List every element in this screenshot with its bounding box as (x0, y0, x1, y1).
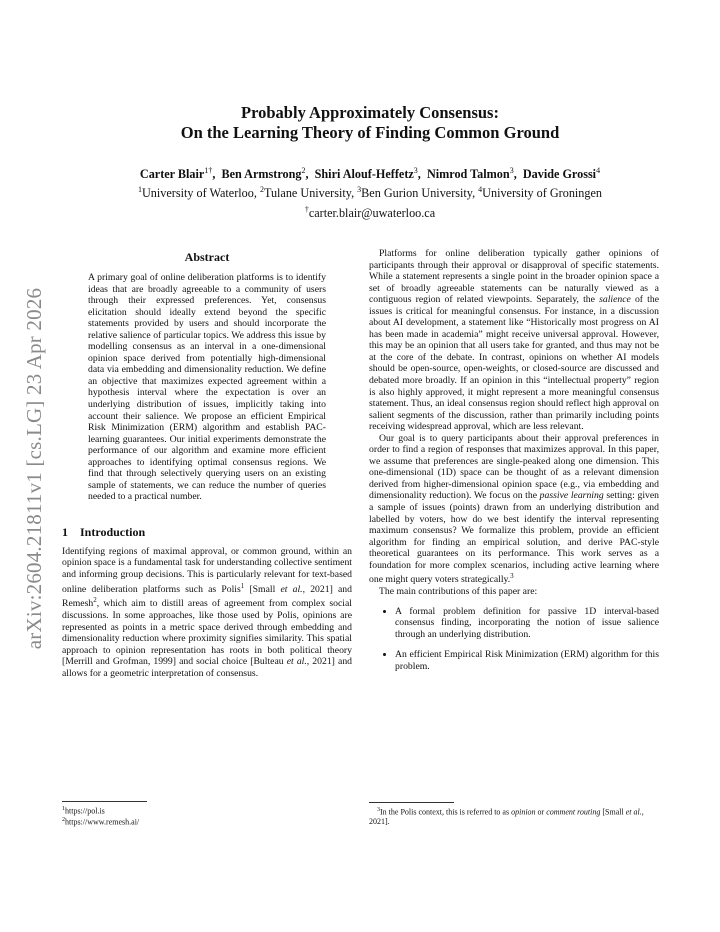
text-run: et al. (286, 656, 307, 668)
text-run: , which aim to distill areas of agreement from complex social discussions. In some approaches, like those used by Polis, opinions are represented as points in a metric space derived through embedding and dimensionality reduction where proximity signifies similarity. This spatial approach to opinion representation has roots in both political theory [Merrill and Grofman, 1999] and social choice [Bulteau (62, 598, 352, 668)
text-run: salience (599, 294, 631, 306)
footnote-link[interactable]: https://www.remesh.ai/ (65, 817, 140, 827)
author-mark: 1† (204, 166, 213, 175)
title-line-1: Probably Approximately Consensus: (241, 103, 499, 122)
footnote-mark: 1 (62, 806, 65, 812)
footnote-rule (369, 802, 454, 803)
affiliation-mark: 4 (478, 185, 483, 194)
left-footnotes (62, 801, 352, 827)
text-run: In the Polis context, this is referred to as (380, 807, 512, 817)
footnote-link[interactable]: https://pol.is (65, 806, 105, 816)
text-run: [Small (244, 583, 281, 595)
contact-email (60, 202, 680, 221)
affiliation-name: University of Waterloo (142, 186, 254, 201)
intro-paragraph-1 (62, 546, 352, 679)
text-run: opinion (511, 807, 536, 817)
footnote-ref[interactable]: 2 (93, 596, 97, 605)
footnote (62, 816, 352, 827)
left-column (62, 250, 352, 679)
footnote-ref[interactable]: 3 (510, 572, 514, 581)
text-run: Platforms for online deliberation typically gather opinions of participants through their approval or disapproval of specific statements. While a statement represents a single point in the broader opinion space a set of broadly agreeable statements can be naturally viewed as a contiguous region of related viewpoints. Separately, the (369, 248, 659, 306)
right-footnotes (369, 802, 659, 827)
text-run: Identifying regions of maximal approval, or common ground, within an opinion space is a fundamental task for understanding collective sentiment and informing group decisions. This is particularly relevant for text-based online deliberation platforms such as Polis (62, 545, 352, 595)
arxiv-identifier: arXiv:2604.21811v1 [cs.LG] 23 Apr 2026 (22, 287, 47, 649)
text-run: et al. (625, 807, 642, 817)
section-title: Introduction (80, 524, 146, 539)
footnote (369, 806, 659, 827)
author-name: Davide Grossi (522, 167, 597, 182)
intro-paragraph-2 (369, 248, 659, 433)
affiliation-name: Tulane University (263, 186, 352, 201)
abstract-text: A primary goal of online deliberation platforms is to identify ideas that are broadly agreeable to a community of users through their expressed preferences. Yet, consensus elicitation should ideally extend beyond the specific statements provided by users and should incorporate the relative salience of particular topics. We address this issue by modelling consensus as an interval in a one-dimensional opinion space derived from potentially high-dimensional data via embedding and dimensionality reduction. We define an objective that maximizes expected agreement within a hypothesis interval where the expectation is over an underlying distribution of issues, implicitly taking into account their salience. We propose an efficient Empirical Risk Minimization (ERM) algorithm and establish PAC-learning guarantees. Our initial experiments demonstrate the performance of our algorithm and examine more efficient approaches to identifying optimal consensus regions. We find that through selectively querying users on an existing sample of statements, we can reduce the number of queries needed to a practical number. (88, 272, 326, 503)
list-item: • A formal problem definition for passive 1D interval-based consensus finding, incorporating the notion of issue salience through an underlying distribution. (395, 606, 659, 641)
title-line-2: On the Learning Theory of Finding Common Ground (180, 123, 560, 142)
author-mark: 4 (596, 166, 601, 175)
intro-paragraph-3 (369, 433, 659, 586)
abstract-heading: Abstract (184, 250, 230, 264)
list-item: • An efficient Empirical Risk Minimization (ERM) algorithm for this problem. (395, 649, 659, 672)
affiliation-name: Ben Gurion University (361, 186, 473, 201)
text-run: comment routing (546, 807, 601, 817)
affiliation-name: University of Groningen (482, 186, 602, 201)
footnote-mark: 3 (377, 807, 380, 813)
text-run: setting: given a sample of issues (points) drawn from an underlying distribution and labelled by voters, how do we best identify the interval representing maximum consensus? We formalize this problem, provide an efficient algorithm for finding an empirical solution, and derive PAC-style theoretical guarantees on its performance. This work serves as a foundation for more complex scenarios, including active learning where one might query voters strategically. (369, 490, 660, 586)
affiliations: $^1$University of Waterloo, $^2$Tulane University, $^3$Ben Gurion University, $^4$University of Groningen (138, 185, 602, 201)
contributions-list (369, 606, 659, 673)
affiliation-mark: 2 (259, 185, 264, 194)
text-run: et al. (280, 583, 303, 595)
paper-title (80, 103, 660, 143)
text-run: Our goal is to query participants about their approval preferences in order to find a region of responses that maximizes approval. In this paper, we assume that preferences are single-peaked along one dimension. This one-dimensional (1D) space can be thought of as a relevant dimension derived from higher-dimensional opinion space (e.g., via embedding and dimensionality reduction). We focus on the (369, 432, 659, 502)
footnote-mark: 2 (62, 817, 65, 824)
author-mark: 2 (301, 166, 306, 175)
text-run: [Small (600, 807, 626, 817)
text-run: , 2021] and Remesh (62, 583, 352, 610)
author-name: Carter Blair (139, 167, 205, 182)
author-name: Nimrod Talmon (426, 167, 510, 182)
text-run: , 2021] and allows for a geometric interpretation of consensus. (62, 656, 353, 679)
affiliation-mark: 3 (357, 185, 362, 194)
section-heading-introduction (62, 525, 352, 540)
author-mark: 3 (509, 166, 514, 175)
affiliation-mark: 1 (138, 185, 142, 194)
footnote (62, 805, 352, 816)
author-name: Shiri Alouf-Heffetz (314, 167, 414, 182)
author-name: Ben Armstrong (221, 167, 302, 182)
email-mark: † (304, 205, 309, 214)
text-run: , 2021]. (369, 807, 644, 827)
right-column (369, 248, 659, 681)
intro-paragraph-4: The main contributions of this paper are: (379, 586, 538, 598)
author-list: Carter Blair$^{1\dagger}$, Ben Armstrong$^2$, Shiri Alouf-Heffetz$^3$, Nimrod Talmon$^3$, Davide Grossi$^4$ (139, 166, 601, 182)
text-run: or (535, 807, 547, 817)
section-number: 1 (62, 524, 68, 539)
arxiv-sidebar-stamp (18, 258, 52, 678)
text-run: passive learning (539, 490, 604, 502)
author-mark: 3 (413, 166, 418, 175)
text-run: of the issues is critical for meaningful consensus. For instance, in a discussion about AI development, a statement like “Historically most progress on AI has been made in academia” might receive universal approval. However, this may be an opinion that all users take for granted, and thus may not be at the core of the debate. In contrast, opinions on whether AI models should be open-source, open-weights, or closed-source are discussed and debated more broadly. If an opinion in this “intellectual property” region is also highly approved, it might represent a more meaningful consensus statement. Thus, an ideal consensus region should reflect high approval on salient segments of the discussion, rather than primarily including points receiving widespread approval, which are less relevant. (369, 294, 660, 433)
email-address[interactable]: carter.blair@uwaterloo.ca (308, 206, 436, 221)
footnote-rule (62, 801, 147, 802)
footnote-ref[interactable]: 1 (240, 581, 245, 590)
